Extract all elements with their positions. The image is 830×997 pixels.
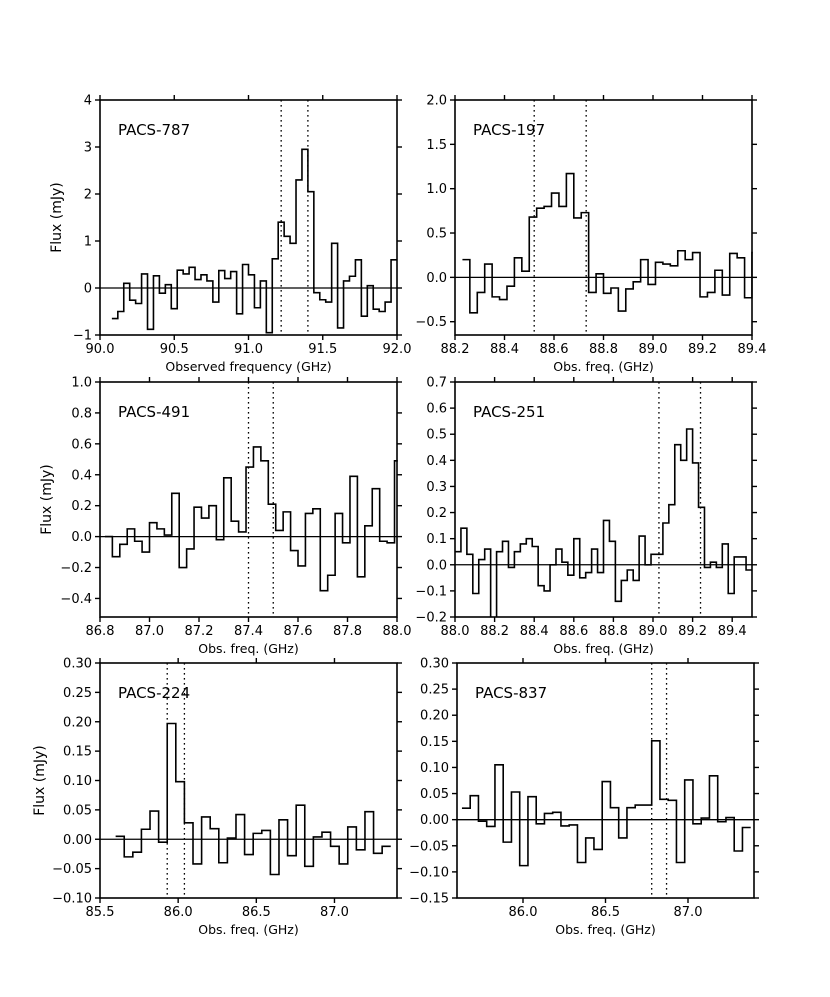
x-tick-label: 88.4 [490,342,519,357]
y-tick-label: 0.10 [63,774,92,789]
x-axis-label: Obs. freq. (GHz) [553,359,654,374]
x-tick-label: 88.2 [440,342,470,357]
panel-source-label: PACS-491 [118,403,191,421]
y-tick-label: 3 [83,140,92,156]
y-tick-label: −0.4 [60,591,92,607]
y-tick-label: 4 [83,93,92,109]
y-tick-label: 2 [83,187,92,203]
y-tick-label: 0.15 [63,744,92,760]
panel-source-label: PACS-251 [473,403,546,421]
panel-pacs-197-chart [390,88,767,380]
y-tick-label: 0.8 [71,406,92,422]
y-axis-label: Flux (mJy) [32,745,48,816]
y-tick-label: 0.5 [426,226,447,242]
y-tick-label: 0.0 [426,558,447,574]
y-tick-label: 1.0 [426,182,447,198]
x-tick-label: 88.6 [539,342,569,357]
x-tick-label: 87.0 [319,905,349,920]
x-tick-label: 86.0 [508,905,538,920]
x-tick-label: 88.6 [559,624,589,639]
panel-source-label: PACS-197 [473,121,546,139]
x-tick-label: 87.4 [234,624,263,639]
y-tick-label: 0.0 [71,530,92,546]
x-tick-label: 89.4 [737,342,767,357]
x-axis-label: Obs. freq. (GHz) [555,922,656,937]
y-tick-label: −0.15 [409,891,449,907]
y-tick-label: −0.05 [409,839,449,855]
panel-source-label: PACS-837 [475,684,548,702]
y-tick-label: −1 [72,328,92,344]
x-tick-label: 89.2 [678,624,708,639]
y-tick-label: 0.00 [420,813,449,829]
y-tick-label: 1.5 [426,137,447,153]
panel-pacs-837-chart [392,651,764,943]
y-tick-label: 2.0 [426,93,447,109]
x-tick-label: 92.0 [382,342,412,357]
y-tick-label: 0.10 [420,760,449,776]
spectrum-step-line [112,149,397,332]
spectrum-step-line [455,429,752,620]
y-tick-label: 0.05 [420,787,449,803]
x-tick-label: 86.0 [163,905,193,920]
y-tick-label: 0.7 [426,375,447,391]
y-tick-label: 0.1 [426,532,447,548]
y-tick-label: −0.10 [409,865,449,881]
y-tick-label: −0.05 [52,862,92,878]
panel-source-label: PACS-787 [118,121,191,139]
y-tick-label: 0.6 [71,437,92,453]
x-tick-label: 90.5 [159,342,189,357]
y-tick-label: −0.10 [52,891,92,907]
x-tick-label: 85.5 [85,905,115,920]
y-tick-label: 0.20 [420,708,449,724]
panel-pacs-251-chart [390,370,762,662]
x-tick-label: 91.0 [234,342,263,357]
x-tick-label: 88.8 [589,342,618,357]
y-tick-label: 0.2 [71,499,92,515]
y-tick-label: 0.05 [63,803,92,819]
panel-source-label: PACS-224 [118,684,191,702]
y-tick-label: 0.6 [426,401,447,417]
x-tick-label: 89.0 [638,624,668,639]
y-axis-label: Flux (mJy) [39,464,55,535]
x-tick-label: 88.8 [598,624,628,639]
x-tick-label: 87.8 [333,624,362,639]
panel-pacs-787-chart [35,88,412,380]
panel-pacs-491-chart [35,370,412,662]
x-axis-label: Obs. freq. (GHz) [198,922,299,937]
y-tick-label: 0.3 [426,479,447,495]
y-tick-label: −0.5 [415,315,447,331]
x-tick-label: 88.4 [519,624,549,639]
x-axis-label: Observed frequency (GHz) [165,359,332,374]
x-tick-label: 89.0 [638,342,668,357]
y-tick-label: −0.2 [415,610,447,626]
y-tick-label: −0.1 [415,584,447,600]
y-tick-label: 0.15 [420,734,449,750]
spectrum-step-line [116,724,391,875]
y-tick-label: 0.25 [420,682,449,698]
spectrum-step-line [462,741,751,866]
y-tick-label: 0 [83,281,92,297]
x-tick-label: 87.0 [135,624,164,639]
y-tick-label: 0.20 [63,715,92,731]
x-axis-label: Obs. freq. (GHz) [198,641,299,656]
x-axis-label: Obs. freq. (GHz) [553,641,654,656]
y-tick-label: 0.4 [426,453,447,469]
y-tick-label: 0.30 [63,656,92,672]
x-tick-label: 90.0 [85,342,115,357]
y-tick-label: −0.2 [60,561,92,577]
x-tick-label: 89.2 [688,342,717,357]
y-tick-label: 0.2 [426,506,447,522]
y-tick-label: 0.00 [63,832,92,848]
y-tick-label: 1 [83,234,92,250]
spectrum-step-line [462,174,759,313]
x-tick-label: 87.0 [673,905,703,920]
y-tick-label: 0.30 [420,656,449,672]
x-tick-label: 87.6 [283,624,313,639]
panel-pacs-224-chart [32,651,407,943]
spectrum-step-line [105,447,402,591]
x-tick-label: 88.0 [440,624,470,639]
y-axis-label: Flux (mJy) [49,182,65,253]
x-tick-label: 86.5 [241,905,271,920]
x-tick-label: 91.5 [308,342,338,357]
y-tick-label: 0.25 [63,685,92,701]
y-tick-label: 1.0 [71,375,92,391]
x-tick-label: 87.2 [184,624,214,639]
x-tick-label: 89.4 [717,624,747,639]
x-tick-label: 88.2 [480,624,510,639]
x-tick-label: 86.8 [85,624,115,639]
y-tick-label: 0.4 [71,468,92,484]
x-tick-label: 86.5 [591,905,620,920]
y-tick-label: 0.0 [426,270,447,286]
y-tick-label: 0.5 [426,427,447,443]
x-tick-label: 88.0 [382,624,412,639]
